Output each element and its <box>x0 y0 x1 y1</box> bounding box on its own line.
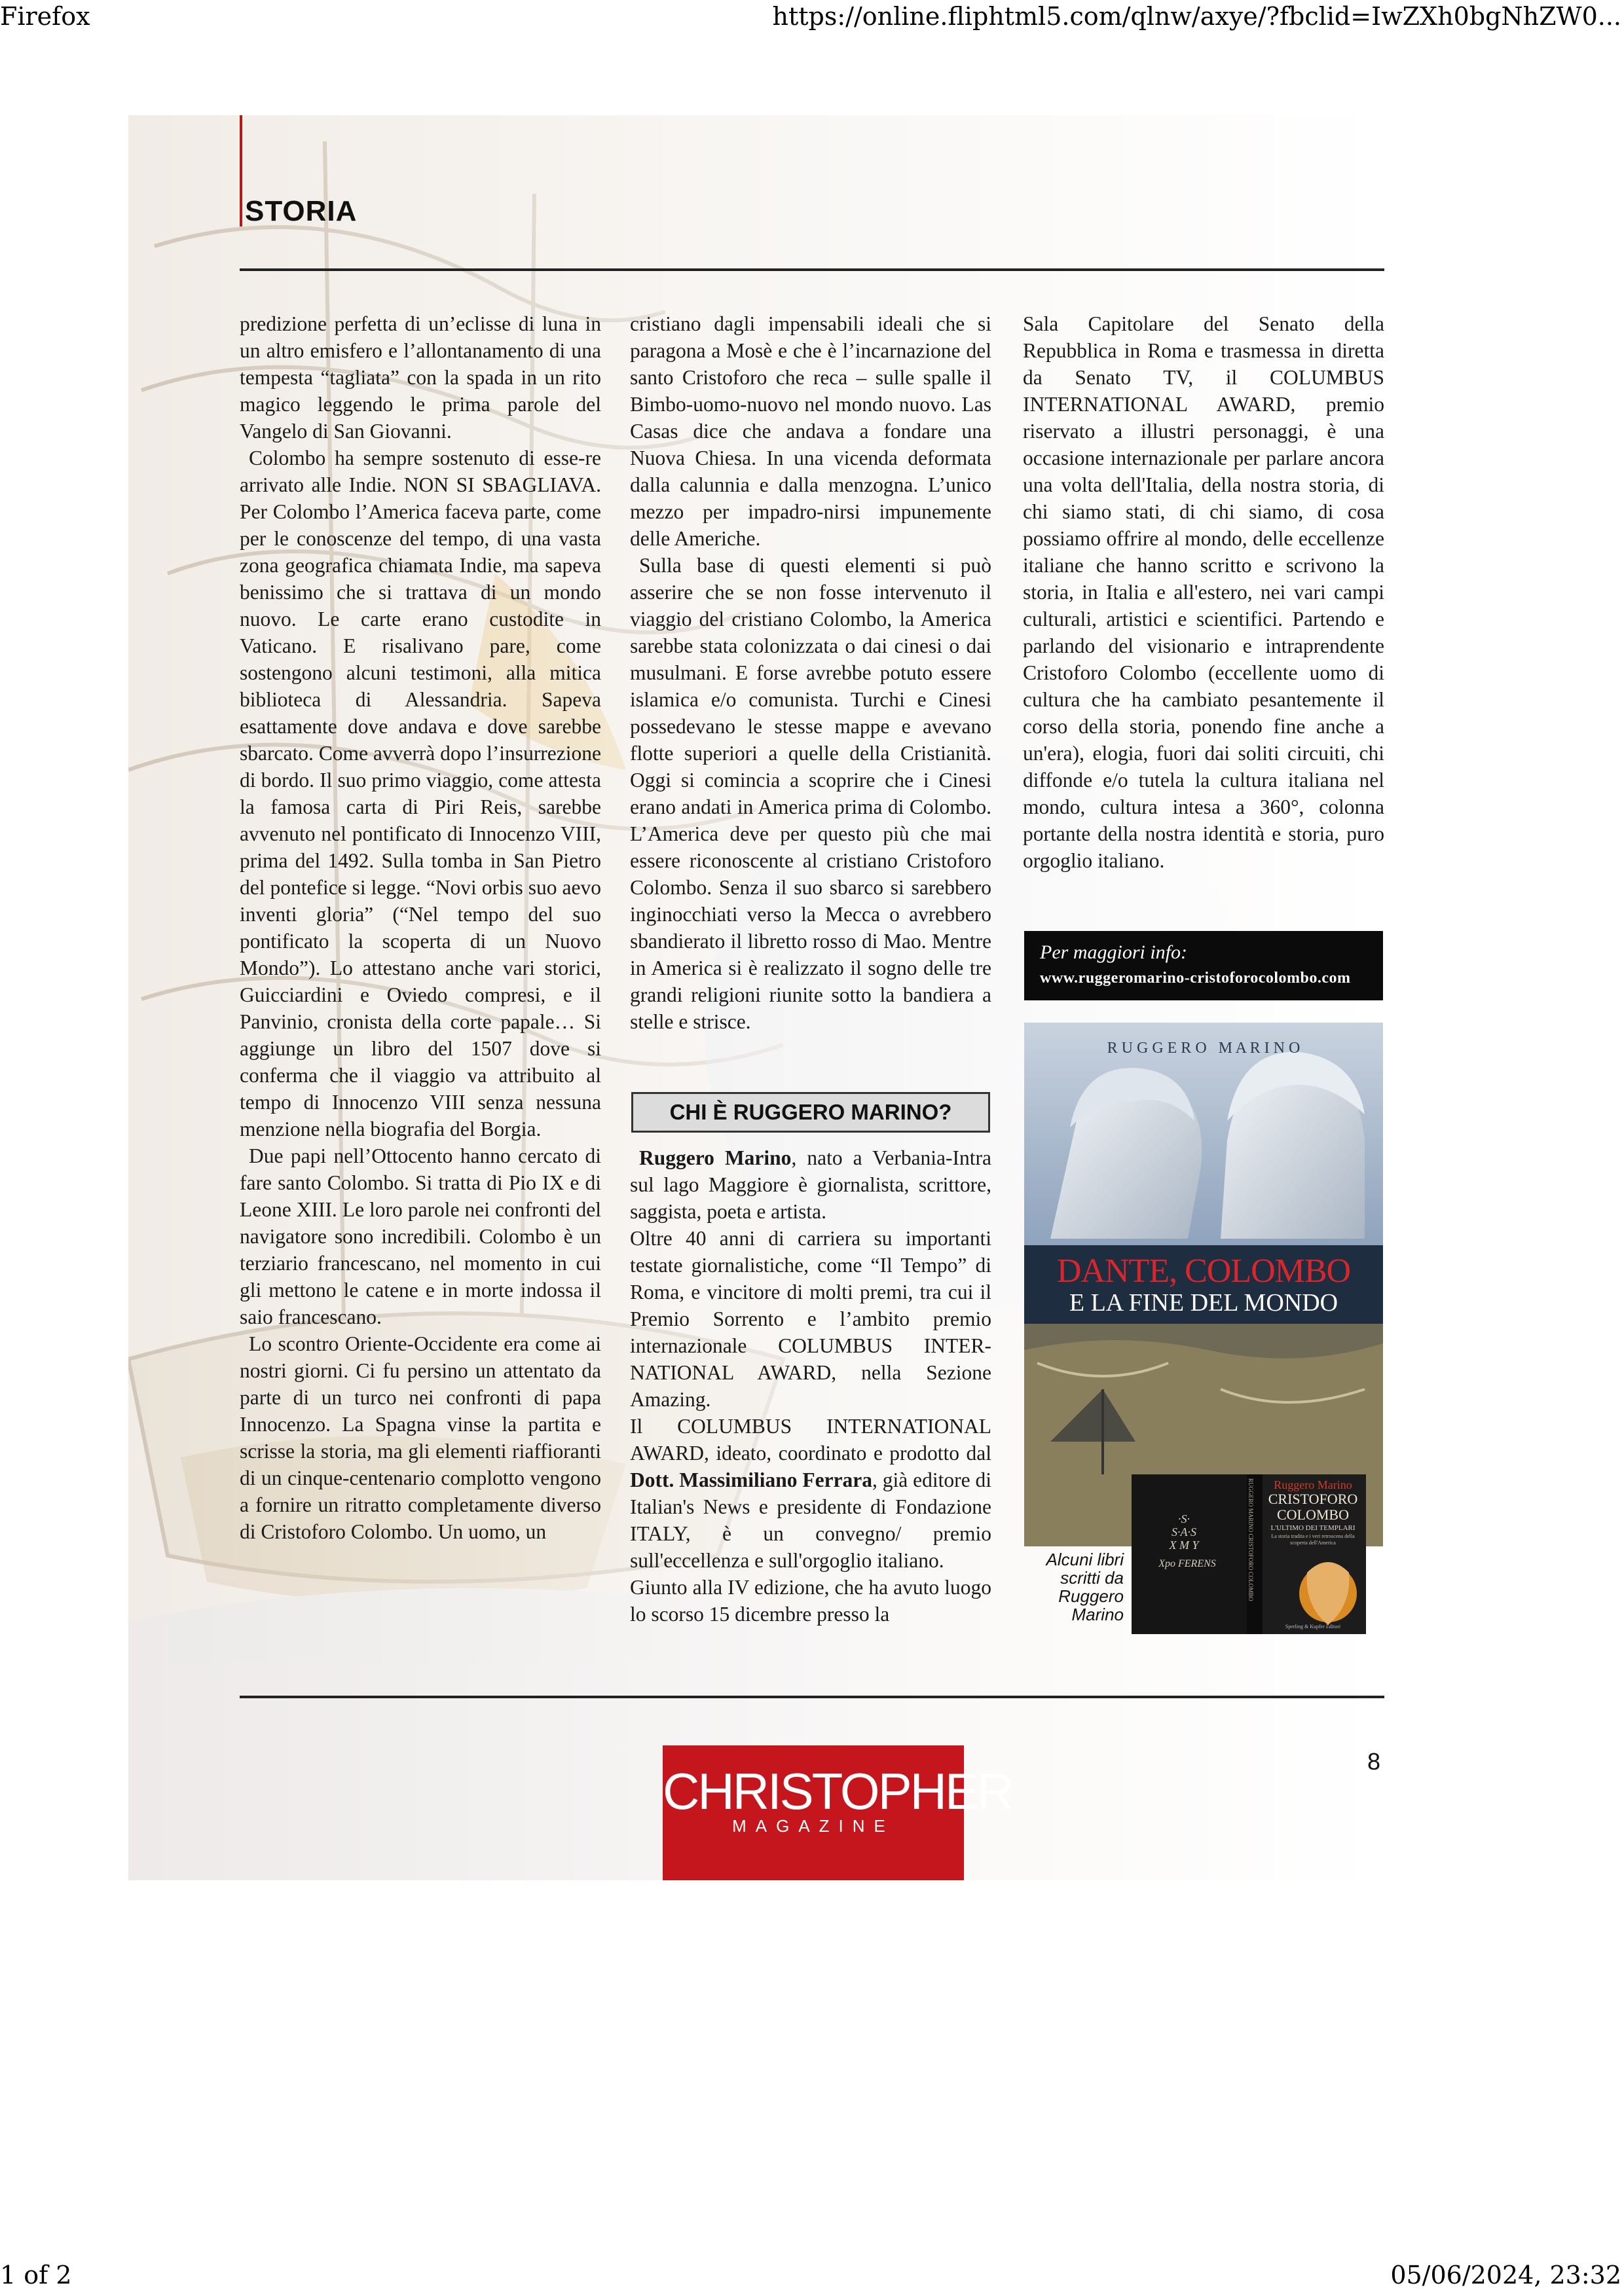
author-bio-paragraph <box>630 1144 991 1225</box>
christopher-magazine-logo <box>663 1745 1012 1880</box>
book1-title-line2: E LA FINE DEL MONDO <box>1069 1289 1338 1317</box>
book2-tagline: La storia tradita e i veri retroscena della scoperta dell'America <box>1271 1533 1355 1546</box>
page-number: 8 <box>1367 1748 1381 1775</box>
book-cover-cristoforo-colombo <box>1132 1474 1366 1634</box>
header-rule <box>240 268 1384 271</box>
section-accent-line <box>240 115 242 227</box>
award-text-a: Il COLUMBUS INTERNATIONAL AWARD, ideato, coordinato e prodotto dal <box>630 1415 991 1465</box>
col1-paragraph: Due papi nell’Ottocento hanno cercato di fare santo Colombo. Si tratta di Pio IX e di Leone XIII. Le loro parole nei confronti del navigatore sono incredibili. Colombo è un terziario francescano, nel momento in cui gli mettono le catene e in morte indossa il saio francescano. <box>240 1144 601 1328</box>
print-datetime: 05/06/2024, 23:32 <box>1390 2261 1621 2289</box>
article-column-2 <box>630 310 991 1035</box>
book2-sign-line2: S·A·S <box>1172 1525 1196 1539</box>
article-column-3 <box>1023 310 1384 874</box>
book-cover-dante-colombo <box>1024 1023 1383 1546</box>
book2-title-line2: COLOMBO <box>1276 1506 1349 1523</box>
author-box-body <box>630 1144 991 1628</box>
book2-sign-line3: X M Y <box>1169 1539 1199 1552</box>
book2-author: Ruggero Marino <box>1274 1478 1352 1491</box>
page-count: 1 of 2 <box>0 2261 72 2289</box>
book1-author: R U G G E R O M A R I N O <box>1107 1040 1301 1057</box>
col1-paragraph: Colombo ha sempre sostenuto di esse-re arrivato alle Indie. NON SI SBAGLIAVA. Per Colombo l’America faceva parte, come per le conoscenze del tempo, di una vasta zona geografica chiamata Indie, ma sapeva benissimo che si trattava di un mondo nuovo. Le carte erano custodite in Vaticano. E risalivano pare, come sostengono alcuni testimoni, alla mitica biblioteca di Alessandria. Sapeva esattamente dove andava e dove sarebbe sbarcato. Come avverrà dopo l’insurrezione di bordo. Il suo primo viaggio, come attesta la famosa carta di Piri Reis, sarebbe avvenuto nel pontificato di Innocenzo VIII, prima del 1492. Sulla tomba in San Pietro del pontefice si legge. “Novi orbis suo aevo inventi gloria” (“Nel tempo del suo pontificato la scoperta di un Nuovo Mondo”). Lo attestano anche vari storici, Guicciardini e Oviedo compresi, e il Panvinio, cronista della corte papale… Si aggiunge un libro del 1507 dove si conferma che il viaggio va attribuito al tempo di Innocenzo VIII senza nessuna menzione nella biografia del Borgia. <box>240 446 601 1140</box>
book2-sign-line1: ·S· <box>1178 1512 1190 1525</box>
book2-publisher: Sperling & Kupfer Editori <box>1285 1624 1341 1630</box>
info-label: Per maggiori info: <box>1040 941 1187 963</box>
col2-paragraph: cristiano dagli impensabili ideali che si paragona a Mosè e che è l’incarnazione del santo Cristoforo che reca – sulle spalle il Bimbo-uomo-nuovo nel mondo nuovo. Las Casas dice che andava a fondare una Nuova Chiesa. In una vicenda deformata dalla calunnia e dalla menzogna. L’unico mezzo per impadro-nirsi impunemente delle Americhe. <box>630 312 991 550</box>
author-box-title: CHI È RUGGERO MARINO? <box>631 1092 990 1133</box>
organizer-name: Dott. Massimiliano Ferrara <box>630 1468 873 1491</box>
book2-spine-text: RUGGERO MARINO CRISTOFORO COLOMBO <box>1247 1478 1254 1601</box>
award-text-b: , già editore di Italian's News e presidente di Fondazione ITALY, è un convegno/ premio sull'eccellenza e sull'orgoglio italiano. <box>630 1468 991 1572</box>
author-career-paragraph: Oltre 40 anni di carriera su importanti testate giornalistiche, come “Il Tempo” di Roma, e vincitore di molti premi, tra cui il Premio Sorrento e l’ambito premio internazionale COLUMBUS INTER-NATIONAL AWARD, nella Sezione Amazing. <box>630 1227 991 1411</box>
col3-paragraph: Sala Capitolare del Senato della Repubblica in Roma e trasmessa in diretta da Senato TV, il COLUMBUS INTERNATIONAL AWARD, premio riservato a illustri personaggi, è una occasione internazionale per parlare ancora una volta dell'Italia, della nostra storia, di chi siamo stati, di chi siamo, di cosa possiamo offrire al mondo, delle eccellenze italiane che hanno scritto e scrivono la storia, in Italia e all'estero, nei vari campi culturali, artistici e scientifici. Partendo e parlando del visionario e intraprendente Cristoforo Colombo (eccellente uomo di cultura che ha cambiato pesantemente il corso della storia, ponendo fine anche a un'era), elogia, fuori dai soliti circuiti, chi diffonde e/o tutela la cultura italiana nel mondo, cultura intesa a 360°, colonna portante della nostra identità e storia, puro orgoglio italiano. <box>1023 312 1384 872</box>
page-url[interactable]: https://online.fliphtml5.com/qlnw/axye/?fbclid=IwZXh0bgNhZW0... <box>772 2 1621 31</box>
logo-title: CHRISTOPHER <box>663 1762 1012 1820</box>
col1-paragraph: predizione perfetta di un’eclisse di luna in un altro emisfero e l’allontanamento di una tempesta “tagliata” con la spada in un rito magico leggendo le prima parole del Vangelo di San Giovanni. <box>240 312 601 443</box>
info-box <box>1024 931 1383 1000</box>
logo-subtitle: MAGAZINE <box>732 1816 895 1836</box>
footer-rule <box>240 1696 1384 1698</box>
article-column-1 <box>240 310 601 1545</box>
book2-title-line1: CRISTOFORO <box>1268 1491 1358 1507</box>
book2-subtitle: L'ULTIMO DEI TEMPLARI <box>1270 1524 1356 1532</box>
info-url-link[interactable]: www.ruggeromarino-cristoforocolombo.com <box>1040 970 1351 987</box>
author-name: Ruggero Marino <box>639 1146 792 1169</box>
section-title: STORIA <box>245 195 358 227</box>
author-bio-text: , nato a Verbania-Intra sul lago Maggiore è giornalista, scrittore, saggista, poeta e artista. <box>630 1146 991 1223</box>
col2-paragraph: Sulla base di questi elementi si può asserire che se non fosse intervenuto il viaggio del cristiano Colombo, la America sarebbe stata colonizzata o dai cinesi o dai musulmani. E forse avrebbe potuto essere islamica e/o comunista. Turchi e Cinesi possedevano le stesse mappe e avevano flotte superiori a quelle della Cristianità. Oggi si comincia a scoprire che i Cinesi erano andati in America prima di Colombo. L’America deve per questo più che mai essere riconoscente al cristiano Cristoforo Colombo. Senza il suo sbarco si sarebbero inginocchiati verso la Mecca o avrebbero sbandierato il libretto rosso di Mao. Mentre in America si è realizzato il sogno delle tre grandi religioni riunite sotto la bandiera a stelle e strisce. <box>630 554 991 1033</box>
award-paragraph <box>630 1413 991 1574</box>
books-caption: Alcuni libri scritti da Ruggero Marino <box>1046 1550 1124 1624</box>
browser-app-name: Firefox <box>0 2 90 31</box>
col1-paragraph: Lo scontro Oriente-Occidente era come ai nostri giorni. Ci fu persino un attentato da parte di un turco nei confronti di papa Innocenzo. La Spagna vinse la partita e scrisse la storia, ma gli elementi riaffioranti di un cinque-centenario complotto vengono a fornire un ritratto completamente diverso di Cristoforo Colombo. Un uomo, un <box>240 1332 601 1543</box>
book2-signature: Xpo FERENS <box>1158 1558 1216 1569</box>
book1-title-line1: DANTE, COLOMBO <box>1056 1252 1351 1290</box>
edition-paragraph: Giunto alla IV edizione, che ha avuto luogo lo scorso 15 dicembre presso la <box>630 1576 991 1626</box>
